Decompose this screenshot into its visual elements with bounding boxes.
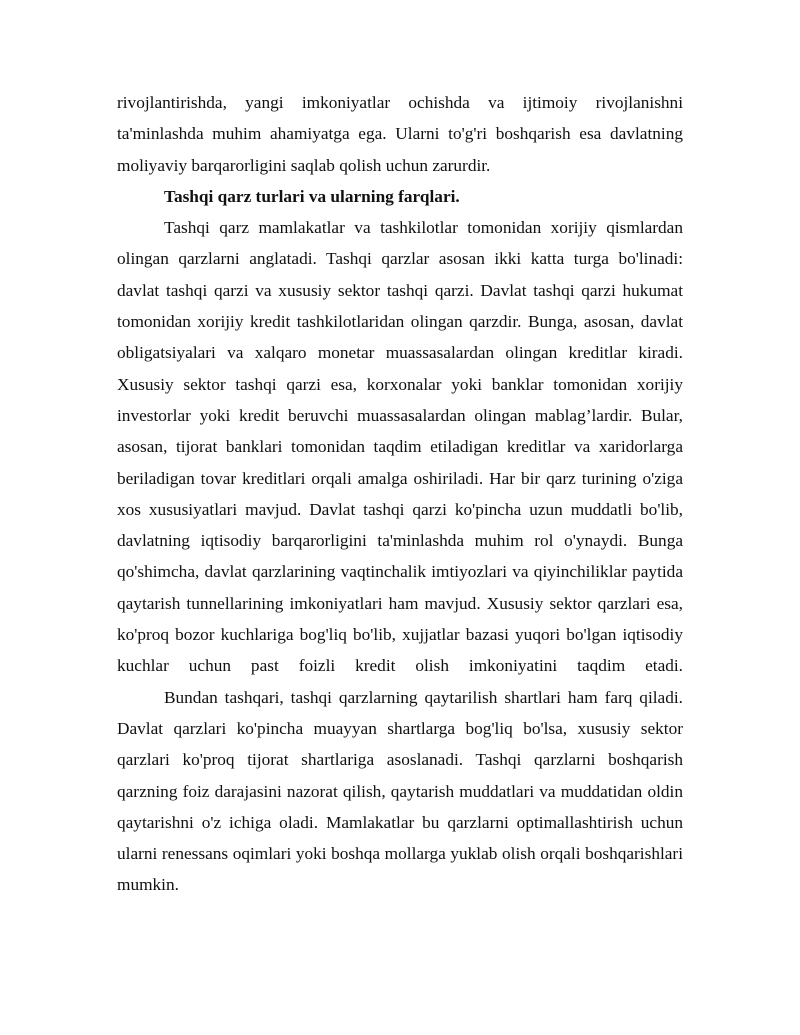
paragraph-debt-types: Tashqi qarz mamlakatlar va tashkilotlar tomonidan xorijiy qismlardan olingan qarzlarni anglatadi. Tashqi qarzlar asosan ikki katta turga bo'linadi: davlat tashqi qarzi va xususiy sektor tashqi qarzi. Davlat tashqi qarzi hukumat tomonidan xorijiy kredit tashkilotlaridan olingan qarzdir. Bunga, asosan, davlat obligatsiyalari va xalqaro monetar muassasalardan olingan kreditlar kiradi. Xususiy sektor tashqi qarzi esa, korxonalar yoki banklar tomonidan xorijiy investorlar yoki kredit beruvchi muassasalardan olingan mablag’lardir. Bular, asosan, tijorat banklari tomonidan taqdim etiladigan kreditlar va xaridorlarga beriladigan tovar kreditlari orqali amalga oshiriladi. Har bir qarz turining o'ziga xos xususiyatlari mavjud. Davlat tashqi qarzi ko'pincha uzun muddatli bo'lib, davlatning iqtisodiy barqarorligini ta'minlashda muhim rol o'ynaydi. Bunga qo'shimcha, davlat qarzlarining vaqtinchalik imtiyozlari va qiyinchiliklar paytida qaytarish tunnellarining imkoniyatlari ham mavjud. Xususiy sektor qarzlari esa, ko'proq bozor kuchlariga bog'liq bo'lib, xujjatlar bazasi yuqori bo'lgan iqtisodiy kuchlar uchun past foizli kredit olish imkoniyatini taqdim etadi. <box>117 218 683 676</box>
document-page <box>117 87 683 901</box>
paragraph-intro: rivojlantirishda, yangi imkoniyatlar ochishda va ijtimoiy rivojlanishni ta'minlashda muhim ahamiyatga ega. Ularni to'g'ri boshqarish esa davlatning moliyaviy barqarorligini saqlab qolish uchun zarurdir. <box>117 93 683 175</box>
paragraph-repayment-terms: Bundan tashqari, tashqi qarzlarning qaytarilish shartlari ham farq qiladi. Davlat qarzlari ko'pincha muayyan shartlarga bog'liq bo'lsa, xususiy sektor qarzlari ko'proq tijorat shartlariga asoslanadi. Tashqi qarzlarni boshqarish qarzning foiz darajasini nazorat qilish, qaytarish muddatlari va muddatidan oldin qaytarishni o'z ichiga oladi. Mamlakatlar bu qarzlarni optimallashtirish uchun ularni renessans oqimlari yoki boshqa mollarga yuklab olish orqali boshqarishlari mumkin. <box>117 687 683 895</box>
section-heading: Tashqi qarz turlari va ularning farqlari. <box>164 186 460 206</box>
